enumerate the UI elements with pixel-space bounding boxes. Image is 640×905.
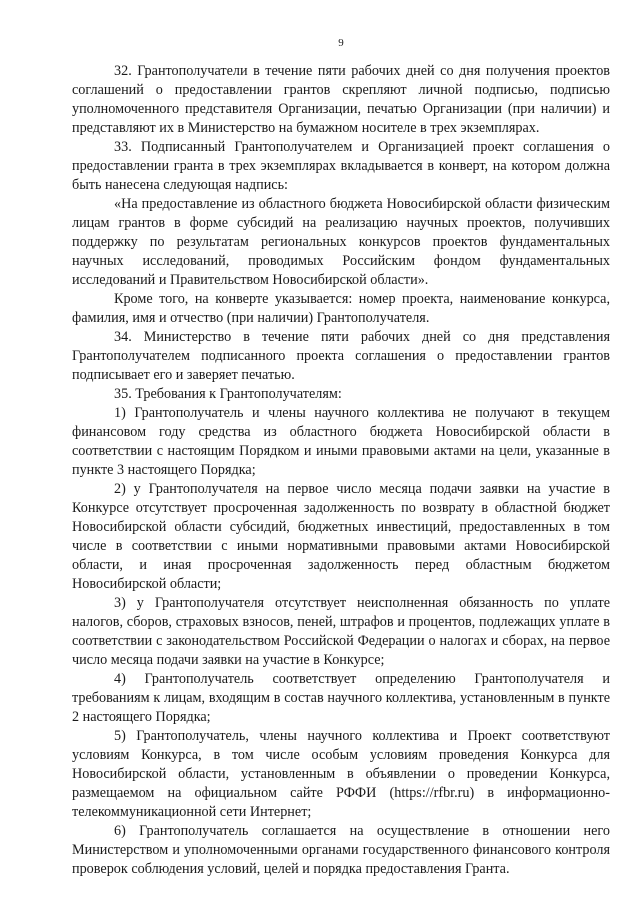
paragraph-envelope-details: Кроме того, на конверте указывается: номер проекта, наименование конкурса, фамилия, имя и отчество (при наличии) Грантополучателя. <box>72 291 610 326</box>
paragraph-35-heading: 35. Требования к Грантополучателям: <box>114 386 342 402</box>
requirement-4: 4) Грантополучатель соответствует определению Грантополучателя и требованиям к лицам, входящим в состав научного коллектива, установленным в пункте 2 настоящего Порядка; <box>72 671 610 725</box>
requirement-5: 5) Грантополучатель, члены научного коллектива и Проект соответствуют условиям Конкурса, в том числе особым условиям проведения Конкурса для Новосибирской области, установленным в объявлении о проведении Конкурса, размещаемом на официальном сайте РФФИ (https://rfbr.ru) в информационно-телекоммуникационной сети Интернет; <box>72 728 610 820</box>
envelope-inscription: «На предоставление из областного бюджета Новосибирской области физическим лицам грантов в форме субсидий на реализацию научных проектов, получивших поддержку по результатам региональных конкурсов проектов фундаментальных научных исследований, проводимых Российским фондом фундаментальных исследований и Правительством Новосибирской области». <box>72 196 610 288</box>
requirement-6: 6) Грантополучатель соглашается на осуществление в отношении него Министерством и уполномоченными органами государственного финансового контроля проверок соблюдения условий, целей и порядка предоставления Гранта. <box>72 823 610 877</box>
document-page <box>72 36 610 879</box>
paragraph-34: 34. Министерство в течение пяти рабочих дней со дня представления Грантополучателем подписанного проекта соглашения о предоставлении грантов подписывает его и заверяет печатью. <box>72 329 610 383</box>
requirement-1: 1) Грантополучатель и члены научного коллектива не получают в текущем финансовом году средства из областного бюджета Новосибирской области в соответствии с настоящим Порядком и иными правовыми актами на цели, указанные в пункте 3 настоящего Порядка; <box>72 405 610 478</box>
requirement-2: 2) у Грантополучателя на первое число месяца подачи заявки на участие в Конкурсе отсутствует просроченная задолженность по возврату в областной бюджет Новосибирской области субсидий, бюджетных инвестиций, предоставленных в том числе в соответствии с иными нормативными правовыми актами Новосибирской области, и иная просроченная задолженность перед областным бюджетом Новосибирской области; <box>72 481 610 592</box>
paragraph-32: 32. Грантополучатели в течение пяти рабочих дней со дня получения проектов соглашений о предоставлении грантов скрепляют личной подписью, подписью уполномоченного представителя Организации, печатью Организации (при наличии) и представляют их в Министерство на бумажном носителе в трех экземплярах. <box>72 63 610 136</box>
paragraph-33: 33. Подписанный Грантополучателем и Организацией проект соглашения о предоставлении гранта в трех экземплярах вкладывается в конверт, на котором должна быть нанесена следующая надпись: <box>72 139 610 193</box>
page-number: 9 <box>338 37 344 49</box>
requirement-3: 3) у Грантополучателя отсутствует неисполненная обязанность по уплате налогов, сборов, страховых взносов, пеней, штрафов и процентов, подлежащих уплате в соответствии с законодательством Российской Федерации о налогах и сборах, на первое число месяца подачи заявки на участие в Конкурсе; <box>72 595 610 668</box>
